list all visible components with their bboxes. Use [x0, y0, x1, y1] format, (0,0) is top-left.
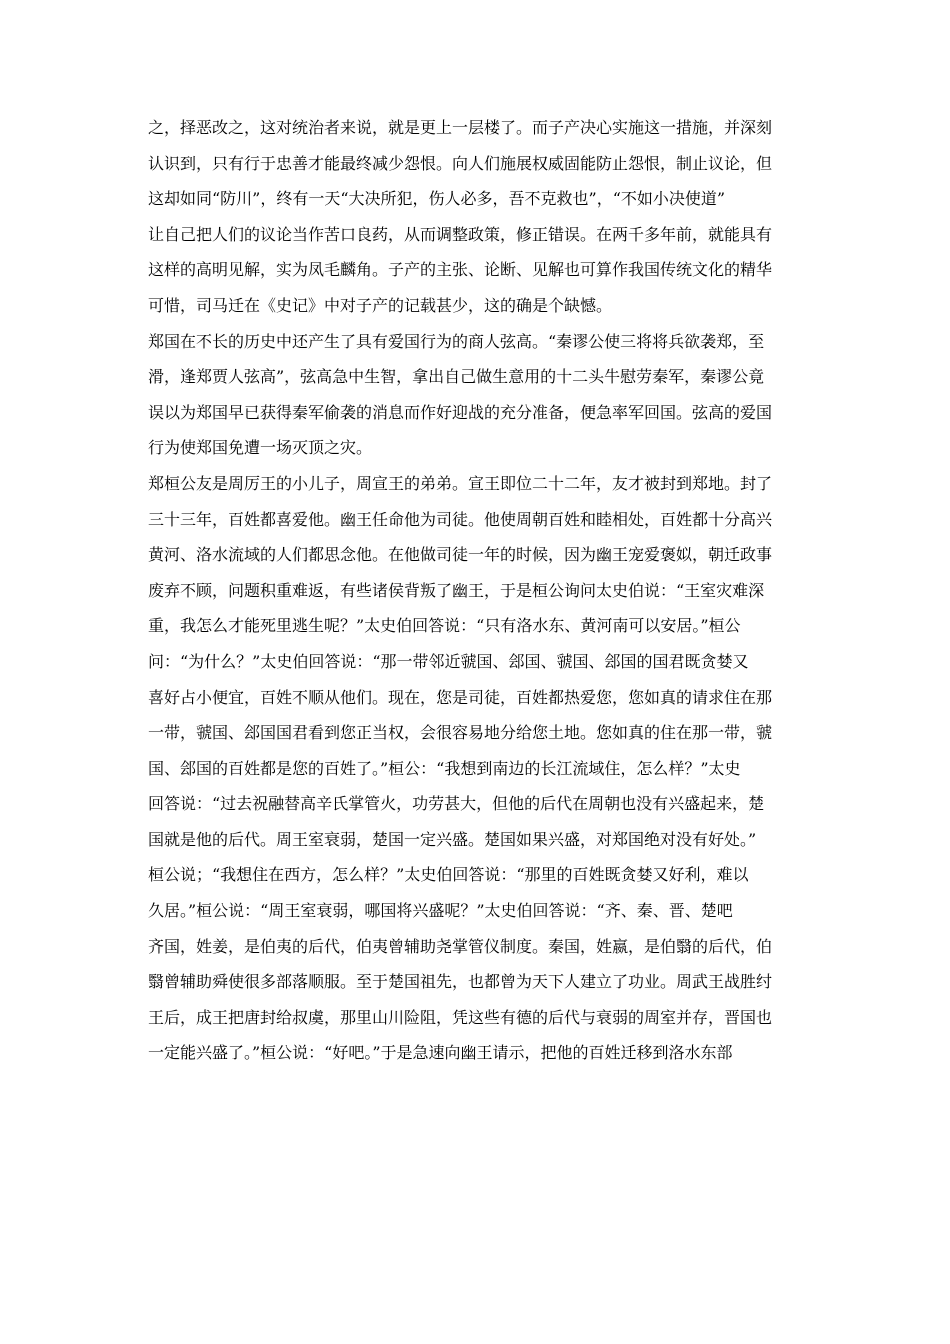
text-line: 郑桓公友是周厉王的小儿子，周宣王的弟弟。宣王即位二十二年，友才被封到郑地。封了 — [148, 473, 773, 493]
text-line: 可惜，司马迁在《史记》中对子产的记载甚少，这的确是个缺憾。 — [148, 295, 613, 315]
text-line: 这却如同“防川”，终有一天“大决所犯，伤人必多，吾不克救也”，“不如小决使道” — [148, 189, 726, 209]
text-line: 认识到，只有行于忠善才能最终减少怨恨。向人们施展权威固能防止怨恨，制止议论，但 — [148, 153, 773, 173]
text-line: 让自己把人们的议论当作苦口良药，从而调整政策，修正错误。在两千多年前，就能具有 — [148, 224, 773, 244]
text-line: 一定能兴盛了。”桓公说：“好吧。”于是急速向幽王请示，把他的百姓迁移到洛水东部 — [148, 1043, 733, 1063]
text-line: 桓公说；“我想住在西方，怎么样？”太史伯回答说：“那里的百姓既贪婪又好利，难以 — [148, 865, 749, 885]
text-line: 翳曾辅助舜使很多部落顺服。至于楚国祖先，也都曾为天下人建立了功业。周武王战胜纣 — [148, 972, 773, 992]
document-body — [148, 110, 808, 1071]
text-line: 废弃不顾，问题积重难返，有些诸侯背叛了幽王，于是桓公询问太史伯说：“王室灾难深 — [148, 580, 765, 600]
text-line: 喜好占小便宜，百姓不顺从他们。现在，您是司徒，百姓都热爱您，您如真的请求住在那 — [148, 687, 773, 707]
text-line: 之，择恶改之，这对统治者来说，就是更上一层楼了。而子产决心实施这一措施，并深刻 — [148, 118, 773, 137]
text-line: 重，我怎么才能死里逃生呢？”太史伯回答说：“只有洛水东、黄河南可以安居。”桓公 — [148, 616, 741, 636]
text-line: 久居。”桓公说：“周王室衰弱，哪国将兴盛呢？”太史伯回答说：“齐、秦、晋、楚吧 — [148, 901, 733, 921]
text-line: 行为使郑国免遭一场灭顶之灾。 — [148, 438, 373, 458]
text-line: 国就是他的后代。周王室衰弱，楚国一定兴盛。楚国如果兴盛，对郑国绝对没有好处。” — [148, 829, 757, 849]
text-line: 这样的高明见解，实为凤毛麟角。子产的主张、论断、见解也可算作我国传统文化的精华 — [148, 260, 773, 280]
text-line: 误以为郑国早已获得秦军偷袭的消息而作好迎战的充分准备，便急率军回国。弦高的爱国 — [148, 402, 773, 422]
text-line: 三十三年，百姓都喜爱他。幽王任命他为司徒。他使周朝百姓和睦相处，百姓都十分高兴 — [148, 509, 773, 529]
text-line: 滑，逢郑贾人弦高”，弦高急中生智，拿出自己做生意用的十二头牛慰劳秦军，秦谬公竟 — [148, 367, 765, 387]
text-line: 一带，虢国、郐国国君看到您正当权，会很容易地分给您土地。您如真的住在那一带，虢 — [148, 723, 773, 743]
text-line: 回答说：“过去祝融替高辛氏掌管火，功劳甚大，但他的后代在周朝也没有兴盛起来，楚 — [148, 794, 765, 814]
text-line: 国、郐国的百姓都是您的百姓了。”桓公：“我想到南边的长江流域住，怎么样？”太史 — [148, 758, 741, 778]
text-line: 问：“为什么？”太史伯回答说：“那一带邻近虢国、郐国、虢国、郐国的国君既贪婪又 — [148, 651, 749, 671]
text-line: 齐国，姓姜，是伯夷的后代，伯夷曾辅助尧掌管仪制度。秦国，姓嬴，是伯翳的后代，伯 — [148, 936, 773, 956]
text-line: 郑国在不长的历史中还产生了具有爱国行为的商人弦高。“秦谬公使三将将兵欲袭郑，至 — [148, 331, 765, 351]
text-line: 王后，成王把唐封给叔虞，那里山川险阻，凭这些有德的后代与衰弱的周室并存，晋国也 — [148, 1007, 773, 1027]
text-line: 黄河、洛水流域的人们都思念他。在他做司徒一年的时候，因为幽王宠爱褒姒，朝迁政事 — [148, 545, 773, 565]
